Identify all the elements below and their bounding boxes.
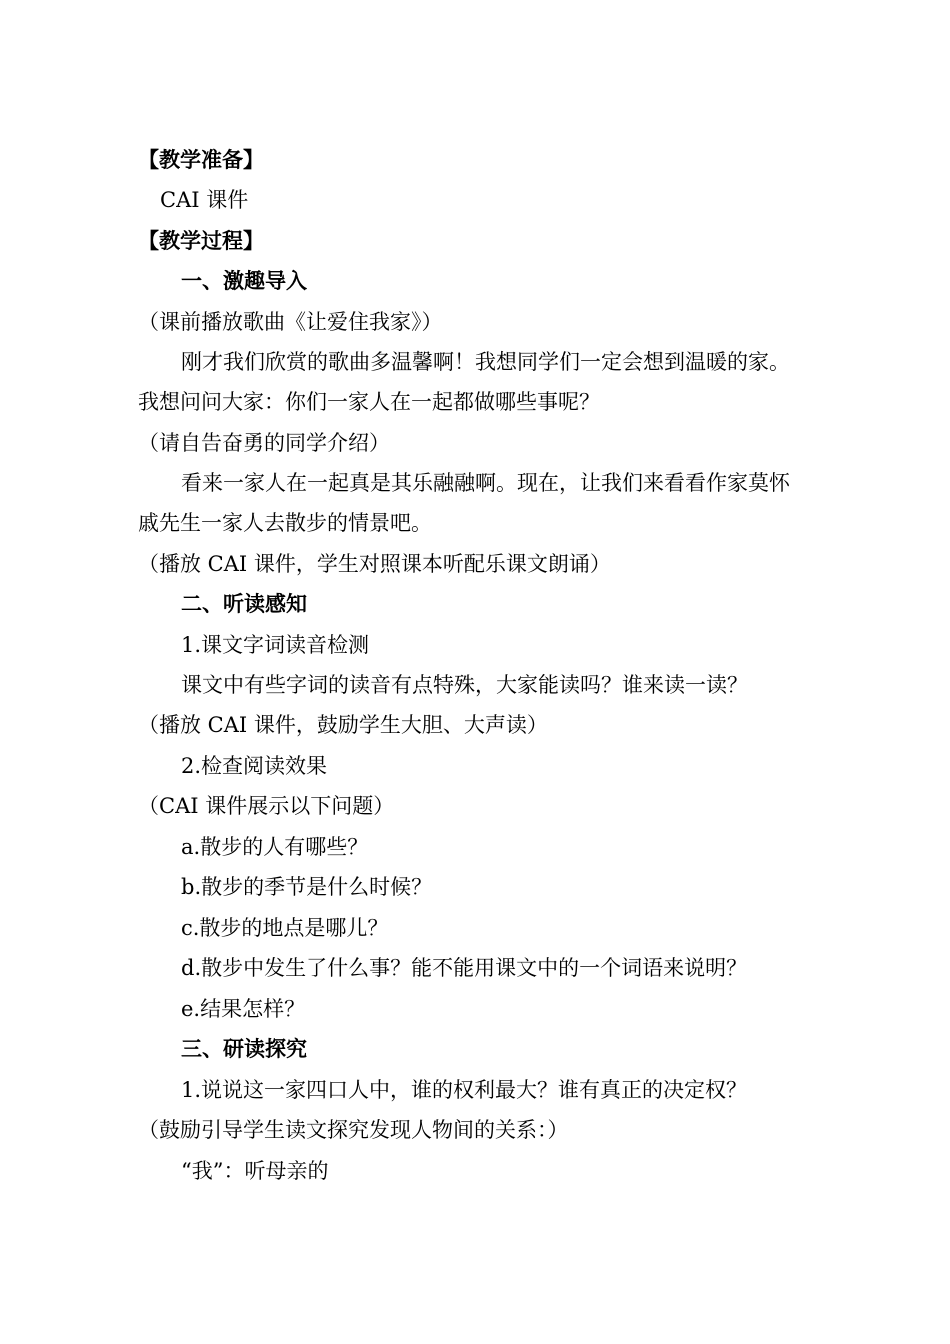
paragraph: （播放 CAI 课件，鼓励学生大胆、大声读） bbox=[138, 713, 548, 737]
paragraph: （CAI 课件展示以下问题） bbox=[138, 794, 395, 818]
paragraph: 课文中有些字词的读音有点特殊，大家能读吗？谁来读一读？ bbox=[181, 673, 748, 697]
paragraph: （请自告奋勇的同学介绍） bbox=[138, 431, 390, 455]
paragraph: （播放 CAI 课件，学生对照课本听配乐课文朗诵） bbox=[138, 552, 611, 576]
subsection-heading: 三、研读探究 bbox=[181, 1036, 307, 1061]
paragraph: 我想问问大家：你们一家人在一起都做哪些事呢？ bbox=[138, 390, 600, 414]
paragraph: 看来一家人在一起真是其乐融融啊。现在，让我们来看看作家莫怀 bbox=[181, 471, 790, 495]
list-item: c.散步的地点是哪儿？ bbox=[181, 916, 389, 940]
paragraph: 1.说说这一家四口人中，谁的权利最大？谁有真正的决定权？ bbox=[181, 1078, 748, 1102]
list-item: a.散步的人有哪些？ bbox=[181, 835, 369, 859]
list-item: e.结果怎样？ bbox=[181, 997, 306, 1021]
subsection-heading: 二、听读感知 bbox=[181, 591, 307, 616]
paragraph: 戚先生一家人去散步的情景吧。 bbox=[138, 511, 432, 535]
subsection-heading: 一、激趣导入 bbox=[181, 268, 307, 293]
paragraph: （课前播放歌曲《让爱住我家》） bbox=[138, 310, 443, 334]
paragraph: 2.检查阅读效果 bbox=[181, 754, 328, 778]
list-item: b.散步的季节是什么时候？ bbox=[181, 875, 433, 899]
paragraph: （鼓励引导学生读文探究发现人物间的关系：） bbox=[138, 1118, 569, 1142]
paragraph: 刚才我们欣赏的歌曲多温馨啊！我想同学们一定会想到温暖的家。 bbox=[181, 350, 790, 374]
paragraph: “我”：听母亲的 bbox=[181, 1159, 329, 1183]
paragraph: CAI 课件 bbox=[160, 188, 249, 212]
section-heading-preparation: 【教学准备】 bbox=[138, 147, 264, 172]
section-heading-process: 【教学过程】 bbox=[138, 228, 264, 253]
list-item: d.散步中发生了什么事？能不能用课文中的一个词语来说明？ bbox=[181, 956, 748, 980]
paragraph: 1.课文字词读音检测 bbox=[181, 633, 370, 657]
